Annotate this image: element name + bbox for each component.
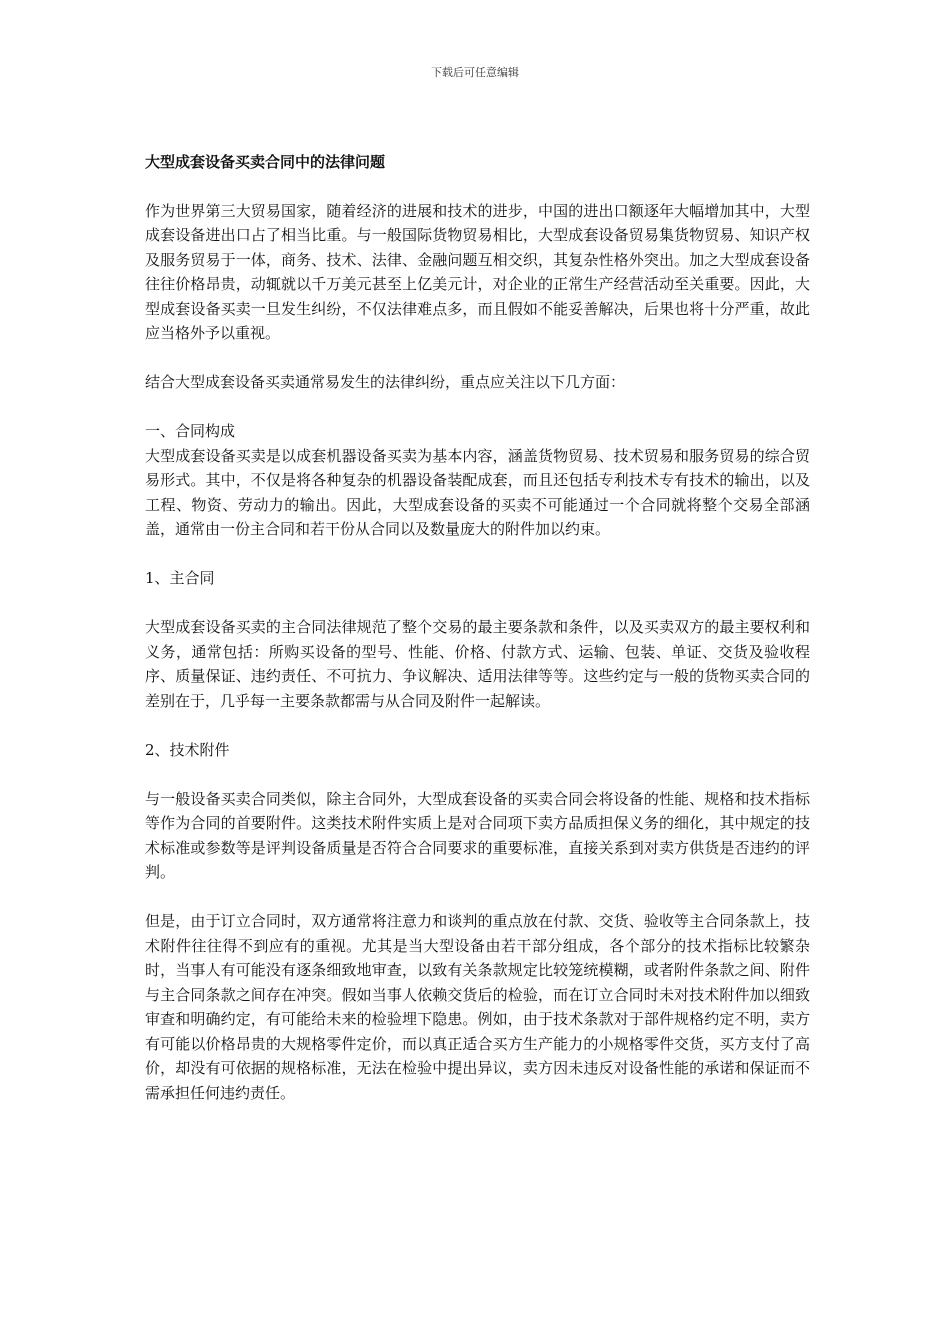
subsection-body-technical-annex-1: 与一般设备买卖合同类似，除主合同外，大型成套设备的买卖合同会将设备的性能、规格和技术指标等作为合同的首要附件。这类技术附件实质上是对合同项下卖方品质担保义务的细化，其中规定的技术标准或参数等是评判设备质量是否符合合同要求的重要标准，直接关系到对卖方供货是否违约的评判。 — [145, 789, 810, 881]
subsection-heading-technical-annex: 2、技术附件 — [145, 740, 230, 759]
paragraph-gap — [145, 395, 810, 420]
paragraph-gap — [145, 346, 810, 371]
paragraph-gap — [145, 542, 810, 567]
paragraph-gap — [145, 762, 810, 787]
section-heading-contract-structure: 一、合同构成 — [145, 422, 236, 440]
subsection-body-technical-annex-2: 但是，由于订立合同时，双方通常将注意力和谈判的重点放在付款、交货、验收等主合同条款上，技术附件往往得不到应有的重视。尤其是当大型设备由若干部分组成，各个部分的技术指标比较繁杂时，当事人有可能没有逐条细致地审查，以致有关条款规定比较笼统模糊，或者附件条款之间、附件与主合同条款之间存在冲突。假如当事人依赖交货后的检验，而在订立合同时未对技术附件加以细致审查和明确约定，有可能给未来的检验埋下隐患。例如，由于技术条款对于部件规格约定不明，卖方有可能以价格昂贵的大规格零件定价，而以真正适合买方生产能力的小规格零件交货，买方支付了高价，却没有可依据的规格标准，无法在检验中提出异议，卖方因未违反对设备性能的承诺和保证而不需承担任何违约责任。 — [145, 912, 810, 1102]
page-header: 下载后可任意编辑 — [431, 66, 519, 79]
paragraph-gap — [145, 713, 810, 738]
document-title: 大型成套设备买卖合同中的法律问题 — [145, 153, 386, 171]
subsection-heading-main-contract: 1、主合同 — [145, 569, 215, 587]
section-body-contract-structure: 大型成套设备买卖是以成套机器设备买卖为基本内容，涵盖货物贸易、技术贸易和服务贸易的综合贸易形式。其中，不仅是将各种复杂的机器设备装配成套，而且还包括专利技术专有技术的输出，以及工程、物资、劳动力的输出。因此，大型成套设备的买卖不可能通过一个合同就将整个交易全部涵盖，通常由一份主合同和若干份从合同以及数量庞大的附件加以约束。 — [145, 446, 810, 538]
subsection-body-main-contract: 大型成套设备买卖的主合同法律规范了整个交易的最主要条款和条件，以及买卖双方的最主要权利和义务，通常包括：所购买设备的型号、性能、价格、付款方式、运输、包装、单证、交货及验收程序、质量保证、违约责任、不可抗力、争议解决、适用法律等等。这些约定与一般的货物买卖合同的差别在于，几乎每一主要条款都需与从合同及附件一起解读。 — [145, 618, 810, 710]
document-body — [145, 150, 810, 1105]
intro-paragraph: 作为世界第三大贸易国家，随着经济的进展和技术的进步，中国的进出口额逐年大幅增加其中，大型成套设备进出口占了相当比重。与一般国际货物贸易相比，大型成套设备贸易集货物贸易、知识产权及服务贸易于一体，商务、技术、法律、金融问题互相交织，其复杂性格外突出。加之大型成套设备往往价格昂贵，动辄就以千万美元甚至上亿美元计，对企业的正常生产经营活动至关重要。因此，大型成套设备买卖一旦发生纠纷，不仅法律难点多，而且假如不能妥善解决，后果也将十分严重，故此应当格外予以重视。 — [145, 201, 810, 342]
paragraph-gap — [145, 591, 810, 616]
paragraph-gap — [145, 885, 810, 910]
lead-paragraph: 结合大型成套设备买卖通常易发生的法律纠纷，重点应关注以下几方面： — [145, 373, 626, 391]
